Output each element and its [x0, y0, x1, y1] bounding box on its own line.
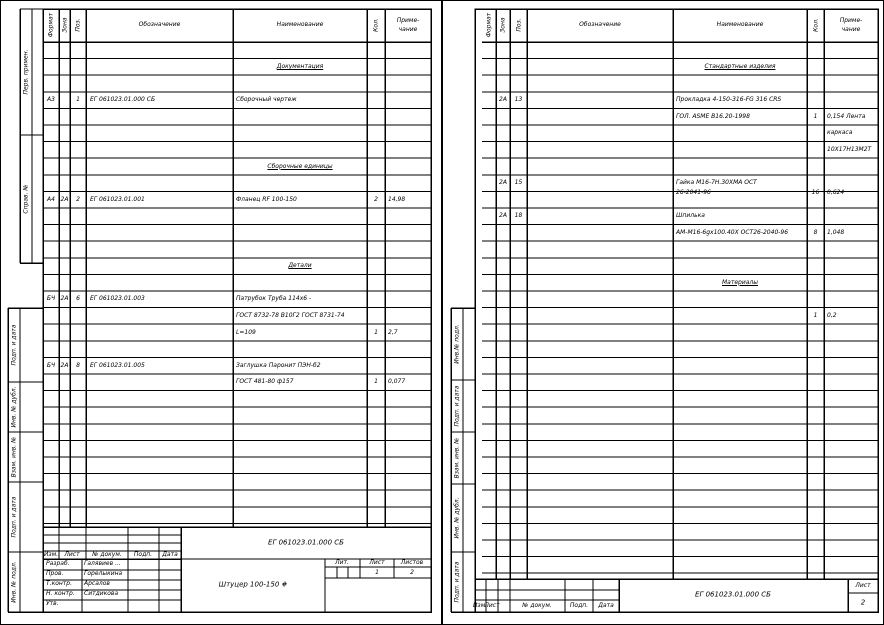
section-title: Сборочные единицы: [267, 162, 333, 170]
side-podp-data-2: Подп. и дата: [10, 496, 18, 538]
row-zone: 2А: [499, 212, 507, 220]
row-qty: 1: [813, 112, 818, 120]
side2-inv-dubl: Инв. № дубл.: [453, 497, 461, 539]
row-note: 14,98: [388, 195, 406, 203]
row-designation: ЕГ 061023.01.005: [90, 361, 145, 369]
row-name: ГОСТ 8732-78 В10Г2 ГОСТ 8731-74: [236, 311, 345, 319]
stamp1-list-val: 1: [375, 569, 379, 576]
section-title: Стандартные изделия: [704, 62, 776, 70]
row-name: 26-2041-96: [676, 189, 711, 197]
side-perv-primen: Перв. примен.: [22, 49, 30, 95]
sheet2-header-zone: Зона: [499, 17, 507, 33]
row-pos: 18: [514, 212, 523, 220]
sheet1-header-name: Наименование: [276, 21, 324, 28]
stamp1-list-h: Лист: [369, 559, 385, 566]
row-name: Прокладка 4-150-316-FG 316 CRS: [676, 96, 782, 104]
row-note: 0,154 Лента: [827, 112, 866, 120]
stamp2-code: ЕГ 061023.01.000 СБ: [695, 590, 771, 599]
row-zone: 2А: [499, 179, 507, 187]
row-name: Сборочный чертеж: [236, 96, 297, 104]
row-pos: 13: [514, 96, 523, 104]
row-format: БЧ: [46, 295, 56, 303]
row-qty: 1: [813, 311, 818, 319]
row-name: Шпилька: [676, 212, 705, 220]
sheet2-header-note2: чание: [841, 26, 861, 33]
row-note: 0,077: [388, 378, 406, 386]
stamp1-person: Галявиев ...: [84, 560, 121, 567]
side2-podp-data: Подп. и дата: [453, 385, 461, 427]
row-note: 0,624: [827, 189, 845, 197]
stamp2-list: Лист: [484, 602, 500, 609]
row-name: Заглушка Паронит ПЭН-б2: [236, 361, 321, 369]
stamp1-data: Дата: [162, 551, 178, 558]
stamp2-list-val: 2: [860, 598, 866, 607]
row-note: каркаса: [827, 129, 853, 137]
row-zone: 2А: [499, 96, 507, 104]
sheet1-header-pos: Поз.: [74, 18, 82, 32]
row-name: Гайка М16-7Н.30ХМА ОСТ: [676, 179, 757, 187]
row-zone: 2А: [60, 295, 69, 303]
sheet1-header-note1: Приме-: [396, 17, 420, 24]
stamp1-title: Штуцер 100-150 #: [218, 580, 288, 589]
row-name: Патрубок Труба 114х6 -: [236, 295, 312, 303]
side-inv-podl: Инв. № подл.: [10, 561, 18, 603]
row-qty: 16: [811, 189, 820, 197]
row-format: А3: [47, 96, 55, 104]
side-podp-data-1: Подп. и дата: [10, 324, 18, 366]
stamp1-role: Н. контр.: [46, 590, 75, 597]
row-designation: ЕГ 061023.01.003: [90, 295, 145, 303]
stamp1-lit: Лит.: [335, 559, 349, 566]
row-note: 0,2: [827, 311, 837, 319]
sheet1-header-zone: Зона: [61, 17, 68, 33]
row-pos: 1: [76, 96, 80, 104]
stamp1-podp: Подп.: [133, 551, 153, 558]
row-qty: 8: [813, 228, 818, 236]
row-name: АМ-М16-6gх100.40Х ОСТ26-2040-96: [676, 228, 789, 236]
row-qty: 1: [374, 328, 378, 336]
side-inv-dubl: Инв. № дубл.: [10, 386, 18, 428]
row-pos: 2: [76, 195, 80, 203]
stamp1-person: Горелыкина: [84, 570, 123, 577]
row-pos: 8: [76, 361, 80, 369]
stamp2-podp: Подп.: [569, 602, 589, 609]
side-sprav-no: Справ. №: [22, 184, 30, 214]
row-name: L=109: [236, 328, 256, 336]
section-title: Документация: [276, 62, 324, 70]
stamp1-izm: Изм.: [43, 551, 59, 558]
row-qty: 2: [374, 195, 378, 203]
stamp1-role: Разраб.: [46, 560, 70, 567]
row-format: А4: [47, 195, 55, 203]
stamp1-person: Ситдикова: [84, 590, 119, 597]
sheet2-header-format: Формат: [485, 12, 493, 38]
stamp1-code: ЕГ 061023.01.000 СБ: [268, 538, 344, 547]
stamp1-ndok: № докум.: [92, 551, 122, 558]
row-zone: 2А: [60, 195, 69, 203]
sheet2-header-designation: Обозначение: [579, 21, 621, 28]
row-format: БЧ: [46, 361, 56, 369]
stamp2-izm: Изм.: [472, 602, 488, 609]
stamp2-data: Дата: [598, 602, 614, 609]
stamp1-listov-val: 2: [410, 569, 414, 576]
row-note: 2,7: [388, 328, 398, 336]
sheet1-header-format: Формат: [47, 12, 55, 38]
sheet2-header-qty: Кол.: [812, 18, 819, 32]
sheet1-header-designation: Обозначение: [138, 21, 181, 28]
row-name: Фланец RF 100-150: [236, 195, 297, 203]
sheet2-header-name: Наименование: [716, 21, 764, 28]
sheet2-header-pos: Поз.: [515, 18, 522, 32]
sheet2-header-note1: Приме-: [839, 17, 863, 24]
side2-vzam-inv: Взам. инв. №: [453, 437, 461, 479]
section-title: Материалы: [722, 278, 758, 286]
stamp1-role: Т.контр.: [46, 580, 73, 587]
row-name: ГОЛ. ASME B16.20-1998: [676, 112, 750, 120]
stamp1-person: Арсалов: [84, 580, 110, 587]
stamp1-role: Пров.: [46, 570, 64, 577]
row-pos: 15: [514, 179, 523, 187]
row-qty: 1: [374, 378, 378, 386]
sheet1-header-note2: чание: [398, 26, 418, 33]
side2-inv-podl: Инв.№ подл.: [453, 324, 461, 364]
stamp2-list-h: Лист: [855, 582, 871, 589]
side2-podp-data-2: Подп. и дата: [453, 561, 461, 603]
row-designation: ЕГ 061023.01.001: [90, 195, 145, 203]
row-designation: ЕГ 061023.01.000 СБ: [90, 96, 156, 104]
row-note: 1,048: [827, 228, 845, 236]
stamp1-listov-h: Листов: [400, 559, 424, 566]
row-note: 10Х17Н13М2Т: [827, 145, 872, 153]
row-zone: 2А: [60, 361, 69, 369]
stamp1-role: Утв.: [46, 600, 59, 607]
row-name: ГОСТ 481-80 ф157: [236, 378, 294, 386]
sheet1-header-qty: Кол.: [372, 18, 380, 32]
stamp2-ndok: № докум.: [522, 602, 552, 609]
stamp1-list: Лист: [64, 551, 80, 558]
section-title: Детали: [288, 262, 312, 270]
row-pos: 6: [76, 295, 80, 303]
side-vzam-inv: Взам. инв. №: [10, 436, 18, 478]
